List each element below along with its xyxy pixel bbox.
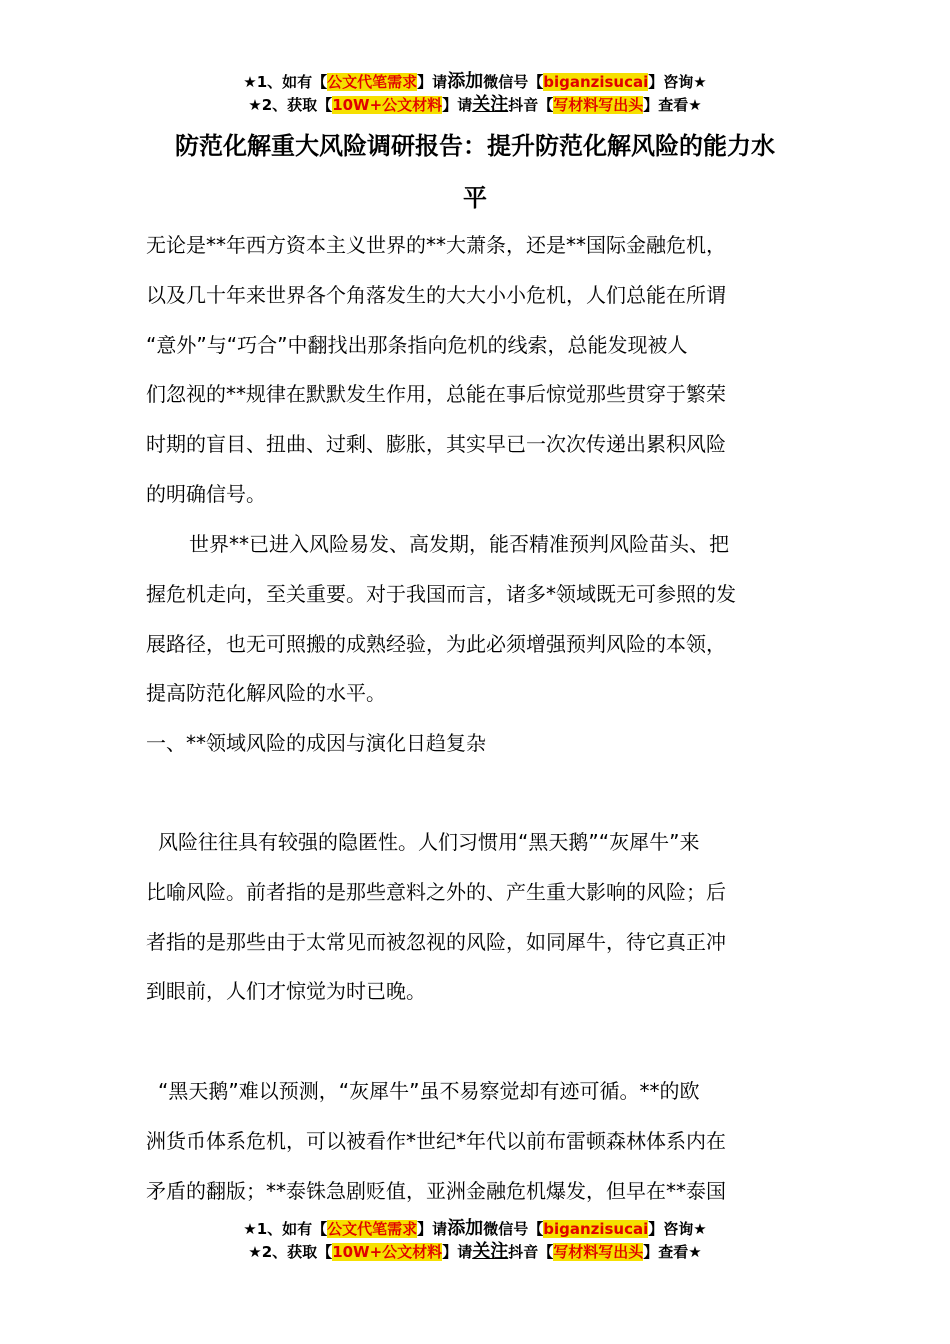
section-heading — [146, 719, 808, 769]
paragraph-1 — [146, 221, 808, 520]
banner-text: 微信号【 — [483, 73, 544, 91]
text-line: 提高防范化解风险的水平。 — [146, 681, 386, 706]
top-banner-line-1 — [0, 71, 950, 93]
text-line: 世界**已进入风险易发、高发期，能否精准预判风险苗头、把 — [189, 532, 729, 556]
text-line: 者指的是那些由于太常见而被忽视的风险，如同犀牛，待它真正冲 — [146, 929, 726, 954]
banner-emphasis: 关注 — [472, 1241, 509, 1262]
banner-highlight: 10W+公文材料 — [332, 96, 443, 114]
banner-text: 】请 — [417, 73, 448, 91]
banner-highlight: 写材料写出头 — [553, 1243, 644, 1261]
banner-highlight: 10W+公文材料 — [332, 1243, 443, 1261]
banner-highlight: 写材料写出头 — [553, 96, 644, 114]
banner-text: 】请 — [417, 1220, 448, 1238]
paragraph-3 — [146, 818, 808, 1017]
banner-text: 】查看★ — [643, 1243, 702, 1261]
text-line: 风险往往具有较强的隐匿性。人们习惯用“黑天鹅”“灰犀牛”来 — [158, 830, 700, 854]
text-line: 到眼前，人们才惊觉为时已晚。 — [146, 979, 426, 1004]
banner-highlight: biganzisucai — [543, 73, 649, 91]
banner-emphasis: 关注 — [472, 94, 509, 115]
banner-text: 】查看★ — [643, 96, 702, 114]
banner-text: ★2、获取【 — [248, 96, 333, 114]
text-line: 洲货币体系危机，可以被看作*世纪*年代以前布雷顿森林体系内在 — [146, 1128, 726, 1153]
bottom-banner-line-1 — [0, 1218, 950, 1240]
banner-text: 】请 — [442, 1243, 473, 1261]
text-line: “意外”与“巧合”中翻找出那条指向危机的线索，总能发现被人 — [146, 332, 688, 357]
banner-text: ★1、如有【 — [243, 1220, 328, 1238]
banner-highlight: 公文代笔需求 — [327, 1220, 418, 1238]
top-banner-line-2 — [0, 94, 950, 116]
banner-text: 】请 — [442, 96, 473, 114]
banner-emphasis: 添加 — [447, 1218, 484, 1239]
banner-text: ★2、获取【 — [248, 1243, 333, 1261]
document-title — [150, 120, 800, 224]
banner-emphasis: 添加 — [447, 71, 484, 92]
text-line: 以及几十年来世界各个角落发生的大大小小危机，人们总能在所谓 — [146, 282, 726, 307]
text-line: “黑天鹅”难以预测，“灰犀牛”虽不易察觉却有迹可循。**的欧 — [158, 1079, 700, 1103]
banner-highlight: 公文代笔需求 — [327, 73, 418, 91]
text-line: 比喻风险。前者指的是那些意料之外的、产生重大影响的风险；后 — [146, 879, 726, 904]
text-line: 矛盾的翻版；**泰铢急剧贬值，亚洲金融危机爆发，但早在**泰国 — [146, 1178, 726, 1203]
text-line: 展路径，也无可照搬的成熟经验，为此必须增强预判风险的本领， — [146, 631, 726, 656]
paragraph-4 — [146, 1067, 808, 1216]
text-line: 时期的盲目、扭曲、过剩、膨胀，其实早已一次次传递出累积风险 — [146, 432, 726, 457]
banner-text: 抖音【 — [508, 96, 554, 114]
text-line: 握危机走向，至关重要。对于我国而言，诸多*领域既无可参照的发 — [146, 581, 736, 606]
banner-text: ★1、如有【 — [243, 73, 328, 91]
text-line: 的明确信号。 — [146, 481, 266, 506]
bottom-banner-line-2 — [0, 1241, 950, 1263]
title-line: 平 — [463, 184, 487, 212]
banner-text: 】咨询★ — [648, 1220, 707, 1238]
banner-text: 抖音【 — [508, 1243, 554, 1261]
text-line: 无论是**年西方资本主义世界的**大萧条，还是**国际金融危机， — [146, 233, 726, 257]
banner-highlight: biganzisucai — [543, 1220, 649, 1238]
title-line: 防范化解重大风险调研报告：提升防范化解风险的能力水 — [175, 132, 775, 160]
paragraph-2 — [146, 520, 808, 719]
text-line: 们忽视的**规律在默默发生作用，总能在事后惊觉那些贯穿于繁荣 — [146, 382, 726, 407]
banner-text: 】咨询★ — [648, 73, 707, 91]
banner-text: 微信号【 — [483, 1220, 544, 1238]
text-line: 一、**领域风险的成因与演化日趋复杂 — [146, 731, 486, 755]
